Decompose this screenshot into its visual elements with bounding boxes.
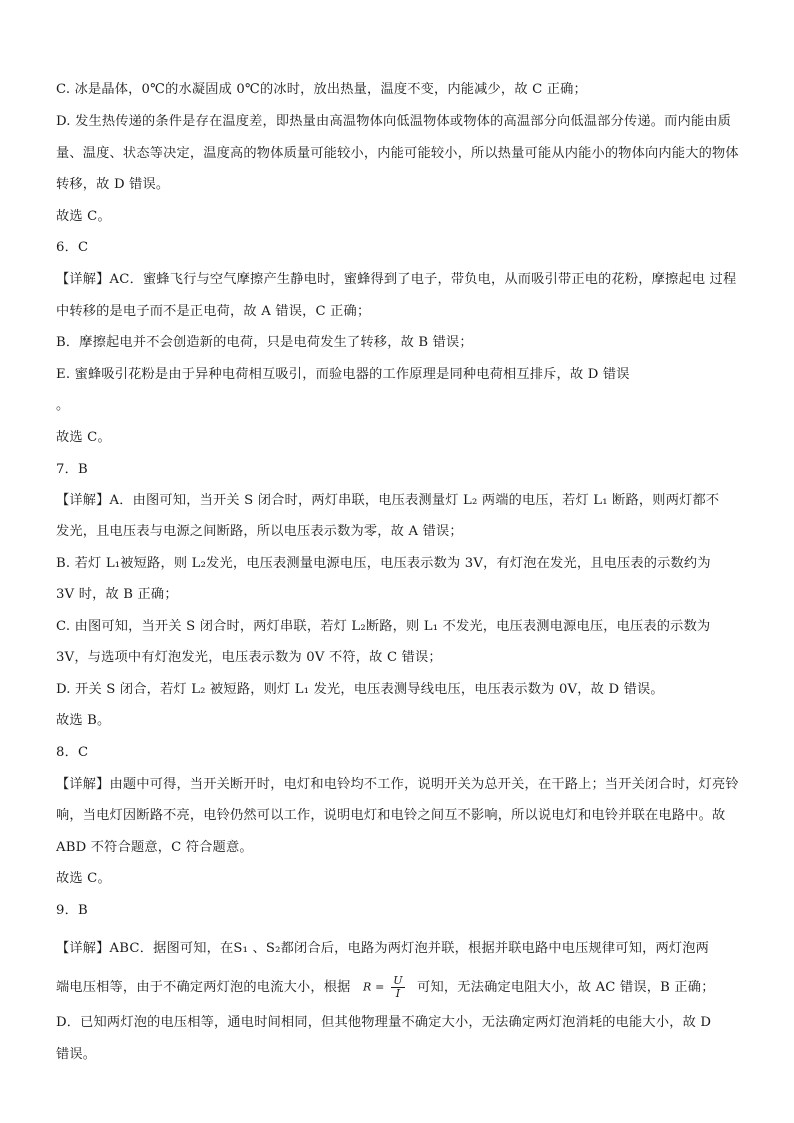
text-line: 故选 C。 xyxy=(56,430,111,445)
text-line: D. 发生热传递的条件是存在温度差，即热量由高温物体向低温物体或物体的高温部分向低温部分传递。而内能由质 xyxy=(56,114,732,129)
text-line: 【详解】AC．蜜蜂飞行与空气摩擦产生静电时，蜜蜂得到了电子，带负电，从而吸引带正电的花粉，摩擦起电 过程 xyxy=(56,272,737,287)
formula-eq: = xyxy=(375,980,385,994)
text-line: 3V 时，故 B 正确； xyxy=(56,587,178,602)
text-line: D．已知两灯泡的电压相等，通电时间相同，但其他物理量不确定大小，无法确定两灯泡消耗的电能大小，故 D xyxy=(56,1015,712,1030)
text-line: 发光，且电压表与电源之间断路，所以电压表示数为零，故 A 错误； xyxy=(56,524,463,539)
text-line: 错误。 xyxy=(56,1047,97,1062)
text-line: C. 由图可知，当开关 S 闭合时，两灯串联，若灯 L₂断路，则 L₁ 不发光，电压表测电源电压，电压表的示数为 xyxy=(56,619,711,634)
text-line: C. 冰是晶体，0℃的水凝固成 0℃的冰时，放出热量，温度不变，内能减少，故 C 正确； xyxy=(56,82,587,97)
text-line: 响，当电灯因断路不亮，电铃仍然可以工作，说明电灯和电铃之间互不影响，所以说电灯和电铃并联在电路中。故 xyxy=(56,808,726,823)
text-line: 3V，与选项中有灯泡发光，电压表示数为 0V 不符，故 C 错误； xyxy=(56,650,442,665)
text-line: B．摩擦起电并不会创造新的电荷，只是电荷发生了转移，故 B 错误； xyxy=(56,335,473,350)
question-number: 8．C xyxy=(56,745,89,760)
question-number: 6．C xyxy=(56,240,89,255)
text-line: 故选 B。 xyxy=(56,713,111,728)
formula-numerator: U xyxy=(393,974,403,987)
formula-denominator: I xyxy=(395,987,401,1000)
text-line: 故选 C。 xyxy=(56,209,111,224)
text-line: E. 蜜蜂吸引花粉是由于异种电荷相互吸引，而验电器的工作原理是同种电荷相互排斥，故 D 错误 xyxy=(56,367,630,382)
question-number: 9．B xyxy=(56,903,88,918)
text-line: 【详解】A．由图可知，当开关 S 闭合时，两灯串联，电压表测量灯 L₂ 两端的电压，若灯 L₁ 断路，则两灯都不 xyxy=(56,493,720,508)
text-line: 中转移的是电子而不是正电荷，故 A 错误，C 正确； xyxy=(56,304,371,319)
text-line: 【详解】ABC．据图可知，在S₁ 、S₂都闭合后，电路为两灯泡并联，根据并联电路中电压规律可知，两灯泡两 xyxy=(56,941,710,956)
text-segment: 可知，无法确定电阻大小，故 AC 错误，B 正确； xyxy=(417,980,715,995)
formula-fraction xyxy=(391,975,404,1000)
question-number: 7．B xyxy=(56,462,88,477)
text-line: ABD 不符合题意，C 符合题意。 xyxy=(56,840,253,855)
resistance-formula xyxy=(363,975,405,1000)
text-line: 量、温度、状态等决定，温度高的物体质量可能较小，内能可能较小，所以热量可能从内能小的物体向内能大的物体 xyxy=(56,146,739,161)
text-line: 。 xyxy=(56,398,70,413)
text-line-with-formula xyxy=(56,975,715,1000)
text-line: 故选 C。 xyxy=(56,871,111,886)
formula-lhs: R xyxy=(362,980,372,994)
text-line: D. 开关 S 闭合，若灯 L₂ 被短路，则灯 L₁ 发光，电压表测导线电压，电压表示数为 0V，故 D 错误。 xyxy=(56,682,664,697)
text-segment: 端电压相等，由于不确定两灯泡的电流大小，根据 xyxy=(56,980,351,995)
text-line: 【详解】由题中可得，当开关断开时，电灯和电铃均不工作，说明开关为总开关，在干路上；当开关闭合时，灯亮铃 xyxy=(56,777,739,792)
text-line: B. 若灯 L₁被短路，则 L₂发光，电压表测量电源电压，电压表示数为 3V，有灯泡在发光，且电压表的示数约为 xyxy=(56,556,711,571)
text-line: 转移，故 D 错误。 xyxy=(56,177,170,192)
